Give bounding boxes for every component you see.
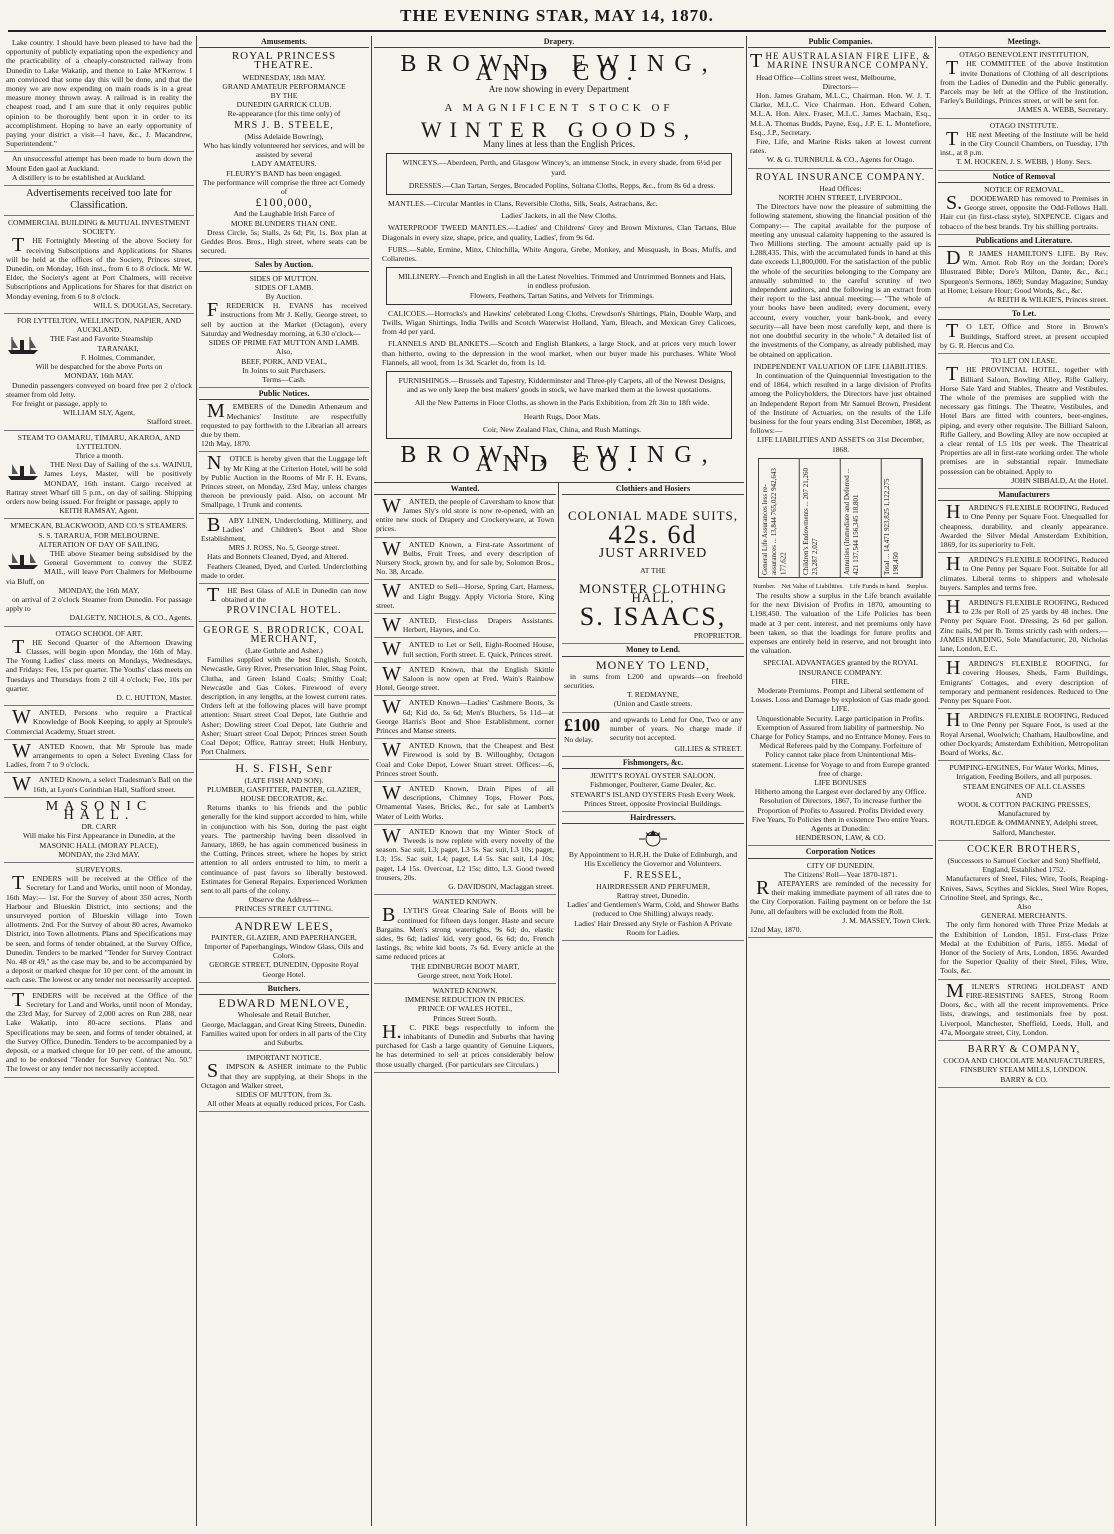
table-row: Annuities (Immediate and Deferred ... 421 137,544 156,345 18,801: [841, 459, 882, 577]
section-header: Fishmongers, &c.: [562, 757, 744, 769]
lower-split: [374, 483, 744, 1073]
ad-isaacs: COLONIAL MADE SUITS, 42s. 6d JUST ARRIVED AT THE MONSTER CLOTHING HALL, S. ISAACS, PROPRIETOR.: [562, 495, 744, 645]
ad-oamaru: STEAM TO OAMARU, TIMARU, AKAROA, AND LYTTELTON. Thrice a month. THE Next Day of Sailing of the s.s. WAINUI, James Leys, Master, will be positively MONDAY, 16th instant. Cargo received at Rattray street Wharf till 5 p.m., on day of sailing. Shipping orders now being issued. For freight or passage, apply to KEITH RAMSAY, Agent.: [4, 431, 194, 520]
ad-wanted: WANTED Known, a select Tradesman's Ball on the 16th, at Lyon's Corinthian Hall, Stafford street.: [4, 773, 194, 797]
ad-harding: HARDING'S FLEXIBLE ROOFING, Reduced to One Penny per Square Foot. Unequalled for cheapness, durability, and cleanly appearance. Awarded the Silver Medal Amsterdam Exhibition, 1869, for its superiority to Felt.: [938, 501, 1110, 553]
notice-luggage: NOTICE is hereby given that the Luggage left by Mr King at the Criterion Hotel, will be sold by Public Auction in the Rooms of Mr F. H. Evans, Princes street, on Monday, 23rd May, unless charges thereon be previously paid. Also, on account Mr Smallpage, 1 Trunk and contents.: [199, 452, 369, 513]
royal-crest-icon: [636, 828, 670, 848]
ad-wanted: WANTED, First-class Drapers Assistants. Herbert, Haynes, and Co.: [374, 614, 556, 638]
ad-commercial: COMMERCIAL BUILDING & MUTUAL INVESTMENT SOCIETY. THE Fortnightly Meeting of the above Society for receiving Subscriptions and Applications for Shares will be held at the offices of the Society, Princes street, Dunedin, on Monday, 16th inst., from 6 to 8 o'clock. Mr W. Elder, the Society's agent at Port Chalmers, will receive Subscriptions and Applications for Shares for that district on Monday evening, from 6 to 8 o'clock. WILL S. DOUGLAS, Secretary.: [4, 216, 194, 314]
table-header: Life Funds in hand.: [849, 582, 901, 590]
ad-publications: DR JAMES HAMILTON'S LIFE. By Rev. Wm. Arnot. Rob Roy on the Jordan; Dore's Illustrated Bible; Dore's Milton, Dante, &c., &c.; Spurgeon's Sermons, 1869; Sunday Magazine; Sunday at Home; Leisure Hour; Good Words, &c., &c. At REITH & WILKIE'S, Princes street.: [938, 247, 1110, 308]
ad-pike: WANTED KNOWN. IMMENSE REDUCTION IN PRICES. PRINCE OF WALES HOTEL, Princes Street South. H.C. PIKE begs respectfully to inform the inhabitants of Dunedin and Suburbs that having purchased for Cash a large quantity of Genuine Liquors, he has determined to sell at prices considerably below those usually charged. (For particulars see Circulars.): [374, 984, 556, 1073]
box-furnishings: FURNISHINGS.—Brussels and Tapestry, Kidderminster and Three-ply Carpets, all of the Newest Designs, and as we only keep the best makers' goods in stock, we have marked them at the lowest quotations. All the New Patterns in Floor Cloths, as shown in the Paris Exhibition, from 2ft 3in to 18ft wide. Hearth Rugs, Door Mats. Coir, New Zealand Flax, China, and Rush Mattings.: [386, 371, 732, 439]
table-header: Surplus.: [906, 582, 929, 590]
section-header: Publications and Literature.: [938, 235, 1110, 247]
column-3: [374, 36, 744, 1526]
ad-benevolent: OTAGO BENEVOLENT INSTITUTION, THE COMMITTEE of the above Institution invite Donations of Clothing of all descriptions from the Ladies of Dunedin and the Public generally. Parcels may be left at the Office of the Institution, Farley's Buildings, Princes street, or will be sent for. JAMES A. WEBB, Secretary.: [938, 48, 1110, 118]
ad-mmeckan: M'MECKAN, BLACKWOOD, AND CO.'S STEAMERS. S. S. TARARUA, FOR MELBOURNE. ALTERATION OF DAY OF SAILING. THE above Steamer being subsidised by the General Government to convey the SUEZ MAIL, will leave Port Chalmers for Melbourne via Bluff, on MONDAY, the 16th MAY, on arrival of 2 o'clock Steamer from Dunedin. For passage apply to DALGETY, NICHOLS, & CO., Agents.: [4, 519, 194, 626]
ad-gillies: £100 No delay. and upwards to Lend for One, Two or any number of years. No charge made if security not accepted. GILLIES & STREET.: [562, 713, 744, 757]
ad-lyttelton: FOR LYTTELTON, WELLINGTON, NAPIER, AND AUCKLAND. THE Fast and Favorite Steamship TARANAKI, F. Holmes, Commander, Will be despatched for the above Ports on MONDAY, 16th MAY. Dunedin passengers conveyed on board free per 2 o'clock steamer from old Jetty. For freight or passage, apply to WILLIAM SLY, Agent, Stafford street.: [4, 314, 194, 430]
ad-milner: MILNER'S STRONG HOLDFAST AND FIRE-RESISTING SAFES, Strong Room Doors, &c., with all the recent improvements. Price lists, drawings, and testimonials free by post. Liverpool, Manchester, Sheffield, Leeds, Hull, and 47a, Moorgate street, City, London.: [938, 980, 1110, 1041]
steamship-icon: [6, 334, 40, 356]
section-header: Clothiers and Hosiers: [562, 483, 744, 495]
ad-australasian: THE AUSTRALASIAN FIRE LIFE, & MARINE INSURANCE COMPANY. Head Office—Collins street west, Melbourne, Directors— Hon. James Graham, M.L.C., Chairman. Hon. W. J. T. Clarke, M.L.C. Vice Chairman. Hon. Edward Cohen, M.L.A. Hon. Alex. Fraser, M.L.C. James Macbain, Esq., M.L.A. Thomas Budds, Payne, Esq., J.P. E. L. Montefiore, Esq., J.P., Secretary. Fire, Life, and Marine Risks taken at lowest current rates. W. & G. TURNBULL & CO., Agents for Otago.: [748, 48, 933, 168]
notice-athenaeum: MEMBERS of the Dunedin Athenæum and Mechanics' Institute are respectfully requested to pay forthwith to the Librarian all arrears due by them. 12th May, 1870.: [199, 400, 369, 452]
ad-simpson: IMPORTANT NOTICE. SIMPSON & ASHER intimate to the Public that they are supplying, at their Shops in the Octagon and Walker street, SIDES OF MUTTON, from 3s. All other Meats at equally reduced prices, For Cash.: [199, 1051, 369, 1112]
ad-wanted: WANTED, the people of Caversham to know that James Sly's old store is now re-opened, with an entire new stock of Drapery and Crockeryware, at Town prices.: [374, 495, 556, 538]
ad-redmayne: MONEY TO LEND, in sums from L200 and upwards—on freehold securities. T. REDMAYNE, (Union and Castle streets.: [562, 657, 744, 713]
letter-end: Lake country. I should have been pleased to have had the opportunity of publicly expatiating upon the expediency and the practicability of a cheaply-constructed railway from Dunedin to Lake Wakatip, and thence to Lake M'Kerrow. I am convinced that some day this will be done, and that the money we are now expending on main roads is in a great measure money thrown away. A railroad is in reality the cheapest road, and I am sure that it only requires public opinion to be thoroughly bent upon it in order to its accomplishment. Hoping to have an early opportunity of paying your district a visit—I have, &c., J. Macandrew, Superintendent.": [4, 36, 194, 152]
ad-brown-ewing: BROWN, EWING, AND CO. Are now showing in every Department A MAGNIFICENT STOCK OF WINTER GOODS, Many lines at less than the English Prices. WINCEYS.—Aberdeen, Perth, and Glasgow Wincey's, an immense Stock, in every shade, from 6½d per yard. DRESSES.—Clan Tartan, Serges, Brocaded Poplins, Sultana Cloths, Repps, &c., from 8s 6d a dress. MANTLES.—Circular Mantles in Clans, Reversible Cloths, Silk, Seals, Astrachans, &c. Ladies' Jackets, in all the New Cloths. WATERPROOF TWEED MANTLES.—Ladies' and Childrens' Grey and Brown Mixtures, Clan Tartans, Blue Diagonals in every size, shape, price, and quality, Ladies', from 9s 6d. FURS.—Sable, Ermine, Minx, Chinchilla, White Angora, Grebe, Monkey, and Musquash, in Boas, Muffs, and Collarettes. MILLINERY.—French and English in all the Latest Novelties. Trimmed and Untrimmed Bonnets and Hats, in endless profusion. Flowers, Feathers, Tartan Satins, and Velvets for Trimmings. CALICOES.—Horrocks's and Hawkins' celebrated Long Cloths, Crewdson's Shirtings, Plain, Double Warp, and Twills, Wigan Shirtings, India Twills and Scotch Waterwist Holland, Yarn, Bleach, and Mexican Grey Calicoes, from 4d per yard. FLANNELS AND BLANKETS.—Scotch and English Blankets, a large Stock, and at prices very much lower than hitherto, owing to the depression in the wool market, when our buyer made his purchases. White Wool Flannels, all wool, from 1s 3d. Scarlet do, from 1s 1d. FURNISHINGS.—Brussels and Tapestry, Kidderminster and Three-ply Carpets, all of the Newest Designs, and as we only keep the best makers' goods in stock, we have marked them at the lowest quotations. All the New Patterns in Floor Cloths, as shown in the Paris Exhibition, from 2ft 3in to 18ft wide. Hearth Rugs, Door Mats. Coir, New Zealand Flax, China, and Rush Mattings. BROWN, EWING, AND CO.: [374, 60, 744, 482]
liabilities-table: [758, 458, 923, 578]
section-header: To Let.: [938, 308, 1110, 320]
box-millinery: MILLINERY.—French and English in all the Latest Novelties. Trimmed and Untrimmed Bonnets and Hats, in endless profusion. Flowers, Feathers, Tartan Satins, and Velvets for Trimmings.: [386, 267, 732, 305]
column-5: [938, 36, 1110, 1526]
ad-masonic: MASONIC HALL. DR. CARR Will make his First Appearance in Dunedin, at the MASONIC HALL (MORAY PLACE), MONDAY, the 23rd MAY.: [4, 798, 194, 863]
news-items: [4, 152, 194, 186]
section-header: Public Notices.: [199, 388, 369, 400]
section-header: Money to Lend.: [562, 644, 744, 656]
column-2: [199, 36, 369, 1526]
section-header: Manufacturers: [938, 489, 1110, 501]
table-header: Net Value of Liabilities.: [781, 582, 844, 590]
ad-ale: THE Best Glass of ALE in Dunedin can now obtained at the PROVINCIAL HOTEL.: [199, 584, 369, 622]
ad-ressel: By Appointment to H.R.H. the Duke of Edinburgh, and His Excellency the Governor and Volunteers. F. RESSEL, HAIRDRESSER AND PERFUMER, Rattray street, Dunedin. Ladies' and Gentlemen's Warm, Cold, and Shower Baths (reduced to One Shilling) always ready. Ladies' Hair Dressed any Style or Fashion A Private Room for Ladies.: [562, 824, 744, 941]
late-header: Advertisements received too late for Classification.: [4, 186, 194, 216]
ad-surveyors: SURVEYORS. TENDERS will be received at the Office of the Secretary for Land and Works, until noon of Monday, 16th May:— 1st. For the Survey of about 350 acres, North Harbour and Blueskin District, into sections; and the unsurveyed portion of Blueskin village into Town allotments. 2nd. For the Survey of about 80 acres, Awamoko District, into Town allotments. Plans and Specifications may be seen, and forms of tender obtained, at the Survey Office, Dunedin. Tenders to be marked "Tender for Survey Contract No. 48 or 49," as the case may be, and to be accompanied by a deposit or marked cheque for 10 per cent. of the amount in each case. The lowest or any tender not necessarily accepted.: [4, 863, 194, 989]
section-header: Hairdressers.: [562, 812, 744, 824]
ad-barry: BARRY & COMPANY, COCOA AND CHOCOLATE MANUFACTURERS, FINSBURY STEAM MILLS, LONDON. BARRY & CO.: [938, 1041, 1110, 1088]
ad-menlove: EDWARD MENLOVE, Wholesale and Retail Butcher, George, Maclaggan, and Great King Streets, Dunedin. Families waited upon for orders in all parts of the City and Suburbs.: [199, 995, 369, 1051]
ad-to-let: TO LET, Office and Store in Brown's Buildings, Stafford street, at present occupied by G. R. Hercus and Co.: [938, 320, 1110, 354]
news-item: An unsuccessful attempt has been made to burn down the Mount Eden gaol at Auckland.: [6, 154, 192, 173]
section-header: Drapery.: [374, 36, 744, 48]
ad-jewitt: JEWITT'S ROYAL OYSTER SALOON. Fishmonger, Poulterer, Game Dealer, &c. STEWART'S ISLAND OYSTERS Fresh Every Week. Princes Street, opposite Provincial Buildings.: [562, 769, 744, 812]
ad-wanted: WANTED to Let or Sell, Eight-Roomed House, full section, Forth street. E. Quick, Princes street.: [374, 638, 556, 662]
ad-harding: HARDING'S FLEXIBLE ROOFING, Reduced to One Penny per Square Foot. Suitable for all climates. Liberal terms to shippers and wholesale buyers. Samples and terms free.: [938, 553, 1110, 596]
ad-theatre: ROYAL PRINCESS THEATRE. WEDNESDAY, 18th MAY. GRAND AMATEUR PERFORMANCE BY THE DUNEDIN GARRICK CLUB. Re-appearance (for this time only) of MRS J. B. STEELE, (Miss Adelaide Bowring), Who has kindly volunteered her services, and will be assisted by several LADY AMATEURS. FLEURY'S BAND has been engaged. The performance will comprise the three act Comedy of £100,000, And the Laughable Irish Farce of MORE BLUNDERS THAN ONE. Dress Circle, 5s; Stalls, 2s 6d; Pit, 1s. Box plan at Geddes Bros. Bros., High street, where seats can be secured.: [199, 48, 369, 259]
news-item: A distillery is to be established at Auckland.: [12, 172, 146, 182]
section-header: Wanted.: [374, 483, 556, 495]
ad-wanted: WANTED Known that my Winter Stock of Tweeds is now replete with every novelty of the season. Sac suit, L3; paget, L3 5s. Sac suit, L3 10s; paget, L3; 15s. Sac suit, L4; paget, L4 5s. Sac suit, L4 10s; paget, L4 15s. Overcoat, L2 15s; ditto, L3. Good tweed trousers, 20s. G. DAVIDSON, Maclaggan street.: [374, 825, 556, 895]
masthead: [8, 0, 1106, 32]
ad-otago-institute: OTAGO INSTITUTE. THE next Meeting of the Institute will be held in the City Council Chambers, on Tuesday, 17th inst., at 8 p.m. T. M. HOCKEN, J. S. WEBB, } Hony. Secs.: [938, 119, 1110, 171]
masthead-title: THE EVENING STAR, MAY 14, 1870.: [400, 6, 714, 25]
section-header: Public Companies.: [748, 36, 933, 48]
ad-fish: H. S. FISH, Senr (LATE FISH AND SON). PLUMBER, GASFITTER, PAINTER, GLAZIER, HOUSE DECORATOR, &c. Returns thanks to his friends and the public generally for the kind support accorded to him, while in conjunction with his Son, during the past eight years. The partnership having been dissolved in January, 1869, he has again commenced business in the Cutting, Princes street, where he hopes by strict attention to all orders entrusted to him, to merit a continuance of past favors so liberally bestowed. Estimates for General Repairs. Experienced Workmen sent to all parts of the colony. Observe the Address— PRINCES STREET CUTTING.: [199, 760, 369, 917]
column-1: [4, 36, 194, 1526]
section-header: Sales by Auction.: [199, 259, 369, 271]
brand-title: BROWN, EWING, AND CO.: [400, 51, 718, 87]
section-header: Corporation Notices: [748, 846, 933, 858]
notice-city-dunedin: CITY OF DUNEDIN. The Citizens' Roll—Year 1870-1871. RATEPAYERS are reminded of the necessity for their making immediate payment of all rates due to the City Corporation. Failing payment on or before the 1st June, all defaulters will be excluded from the Roll. J. M. MASSEY, Town Clerk. 12nd May, 1870.: [748, 859, 933, 939]
ad-lees: ANDREW LEES, PAINTER, GLAZIER, AND PAPERHANGER, Importer of Paperhangings, Window Glass, Oils and Colors. GEORGE STREET, DUNEDIN, Opposite Royal George Hotel.: [199, 918, 369, 983]
ad-blyth: WANTED KNOWN. BLYTH'S Great Clearing Sale of Boots will be continued for fifteen days longer. Haste and secure Bargains. Men's strong watertights, 9s 6d; do, elastic sides, 9s 6d; ladies' kid, very good, 6s 6d; do, French lastings, 8s; white kid boots, 7s 6d. Every article at the same reduced prices at THE EDINBURGH BOOT MART, George street, next York Hotel.: [374, 895, 556, 984]
ad-school-of-art: OTAGO SCHOOL OF ART. THE Second Quarter of the Afternoon Drawing Classes, will begin upon Monday, the 16th of May. The Young Ladies' class meets on Mondays, Wednesdays, and Fridays: Fee, 15s per quarter. The Youths' class meets on Tuesdays and Thursdays from 2 till 4 o'clock; Fee, 10s per quarter. D. C. HUTTON, Master.: [4, 627, 194, 707]
ad-harding: HARDING'S FLEXIBLE ROOFING, Reduced to One Penny per Square Foot, is used at the Royal Arsenal, Woolwich; Chatham, Haulbowline, and other Dockyards; Amsterdam Exhibition, Metropolitan Board of Works, &c.: [938, 709, 1110, 761]
ad-wanted: WANTED, Persons who require a Practical Knowledge of Book Keeping, to apply at Sproule's Commercial Academy, Stuart street.: [4, 706, 194, 740]
section-header: Meetings.: [938, 36, 1110, 48]
ad-tenders: TENDERS will be received at the Office of the Secretary for Land and Works, until noon of Monday, the 23rd May, for Survey of 2,000 acres on Run 288, near Lake Wakatip, into 80-acre sections. Plans and Specifications may be seen, and forms of tender obtained, at the Survey Office, Dunedin. Tenders to be accompanied by a deposit, or a marked cheque for 10 per cent. of the amount, and to be endorsed "Tender for Survey Contract No. 50." The lowest or any tender not necessarily accepted.: [4, 989, 194, 1078]
ad-removal: NOTICE OF REMOVAL. S.DOODEWARD has removed to Premises in George street, opposite the Odd-Fellows Hall. Hair cut (in first-class style), SIXPENCE. Cigars and tobacco of the best brands. Try his shilling portraits.: [938, 183, 1110, 235]
ad-royal-insurance: ROYAL INSURANCE COMPANY. Head Offices: NORTH JOHN STREET, LIVERPOOL. The Directors have now the pleasure of submitting the following statement, showing the financial position of the Company:— The capital available for the purpose of meeting any unusual calamity happening to the assured is Two Millions sterling. The amount actually paid up is L288,435. This, with the accumulated funds in hand at this date exceeds L1,800,000. For the satisfaction of the public the whole of the securities belonging to the Company are annually submitted to the careful scrutiny of two independent auditors, and the following is an extract from their report to the last annual meeting:— "The whole of your books have been audited; every document, every account, every voucher, your bank-book, and every security—all have been most carefully kept, and there is not one doubtful security in the whole." A detailed list of the investments of the Company, as already published, may be obtained on application. INDEPENDENT VALUATION OF LIFE LIABILITIES. In continuation of the Quinquennial Investigation to the end of 1864, which resulted in a large division of Profits among the Policyholders, the Directors have just obtained an Independent Report from Mr Samuel Brown, President of the Institute of Actuaries, on the results of the Life business for the four years ending 31st December, 1868, as follows:— LIFE LIABILITIES AND ASSETS on 31st December, 1868. General Life Assurances less re-assurances ... 13,844 765,022 942,643 177,622 Children's Endowments ... 207 21,260 23,287 2,027 Annuities (Immediate and Deferred ... 421 137,544 156,345 18,801 Total ... 14,471 923,825 1,122,275 198,450 Number. Net Value of Liabilities. Life Funds in hand. Surplus. The results show a surplus in the Life branch available for the next Division of Profits in 1870, amounting to L198,450. The valuation of the Life Policies has been made at 3 per cent. interest, and net premiums only have been taken, so that the loadings for future profits and expenses are entirely held in reserve, and not brought into the valuation. SPECIAL ADVANTAGES granted by the ROYAL INSURANCE COMPANY. FIRE. Moderate Premiums. Prompt and Liberal settlement of Losses. Loss and Damage by explosion of Gas made good. LIFE. Unquestionable Security. Large participation in Profits. Exemption of Assured from liability of partnership. No Charge for Policy Stamps, and no Entrance Money. Fees to Medical Referees paid by the Company. Forfeiture of Policy cannot take place from Unintentional Mis-statement. License for Voyage to and from Europe granted free of charge. LIFE BONUSES Hitherto among the Largest ever declared by any Office. Resolution of Directors, 1867, To increase further the Proportion of Profits to Assured. Profits Divided every Five Years, To Policies then in existence Two entire Years. Agents at Dunedin: HENDERSON, LAW, & CO.: [748, 169, 933, 847]
table-row: Total ... 14,471 923,825 1,122,275 198,450: [881, 459, 922, 577]
ad-routledge: PUMPING-ENGINES, For Water Works, Mines, Irrigation, Feeding Boilers, and all purposes. STEAM ENGINES OF ALL CLASSES AND WOOL & COTTON PACKING PRESSES, Manufactured by ROUTLEDGE & OMMANNEY, Adelphi street, Salford, Manchester.: [938, 761, 1110, 841]
ad-wanted: WANTED Known, that the Cheapest and Best Firewood is sold by B. Willoughby, Octagon Coal and Coke Depot, Lower Stuart street. Offices:—6, Princes street South.: [374, 739, 556, 782]
ad-wanted: WANTED Known, that the English Skittle Saloon is now open at Fred. Wain's Rainbow Hotel, George street.: [374, 663, 556, 697]
table-row: Children's Endowments ... 207 21,260 23,287 2,027: [800, 459, 841, 577]
section-header: Butchers.: [199, 983, 369, 995]
wanted-column: [374, 483, 558, 1073]
newspaper-page: [4, 32, 1110, 1528]
ad-wanted: WANTED Known, Drain Pipes of all descriptions, Chimney Tops, Flower Pots, Ornamental Vases, Bricks, &c., for sale at Lambert's Water of Leith Works.: [374, 782, 556, 825]
ad-harding: HARDING'S FLEXIBLE ROOFING, for covering Houses, Sheds, Farm Buildings, Emigrants' Cottages, and every description of temporary and permanent residences. Reduced to One Penny per Square Foot.: [938, 657, 1110, 709]
table-row: General Life Assurances less re-assurances ... 13,844 765,022 942,643 177,622: [759, 459, 800, 577]
ad-wanted: WANTED Known, that Mr Sproule has made arrangements to open a Select Evening Class for Ladies, from 7 to 9 o'clock.: [4, 740, 194, 774]
table-header: Number.: [752, 582, 776, 590]
section-header: Amusements.: [199, 36, 369, 48]
ad-wanted: WANTED to Sell—Horse, Spring Cart, Harness, and Light Buggy. Apply Victoria Store, King street.: [374, 580, 556, 614]
ad-baby-linen: BABY LINEN, Underclothing, Millinery, and Ladies' and Children's Boot and Shoe Establishment, MRS J. ROSS, No. 5, George street. Hats and Bonnets Cleaned, Dyed, and Altered. Feathers Cleaned, Dyed, and Curled. Underclothing made to order.: [199, 514, 369, 584]
ad-harding: HARDING'S FLEXIBLE ROOFING, Reduced to 23s per Roll of 25 yards by 48 inches. One Penny per Square Foot. Dressing, 2s 6d per gallon. Zinc nails, 9d per lb. Terms strictly cash with orders.—JAMES HARDING, Sole Manufacturer, 20, Nicholas lane, London, E.C.: [938, 596, 1110, 657]
column-4: [748, 36, 933, 1526]
table-headers: [750, 582, 931, 591]
box-winceys: WINCEYS.—Aberdeen, Perth, and Glasgow Wincey's, an immense Stock, in every shade, from 6½d per yard. DRESSES.—Clan Tartan, Serges, Brocaded Poplins, Sultana Cloths, Repps, &c., from 8s 6d a dress.: [386, 153, 732, 195]
clothiers-column: [558, 483, 744, 1073]
steamship-icon: [6, 549, 40, 571]
steamship-icon: [6, 460, 40, 482]
ad-cocker: COCKER BROTHERS, (Successors to Samuel Cocker and Son) Sheffield, England, Established 1752. Manufacturers of Steel, Files, Wire, Tools, Reaping-Knives, Saws, Scythes and Sickles, Steel Wire Ropes, Crinoline Steel, and Springs, &c., Also GENERAL MERCHANTS. The only firm honored with Three Prize Medals at the Exhibition of London, 1851. First-class Prize Medal at the Exhibition of Paris, 1855. Medal of Honor of the Society of Arts, London, 1856. Awarded for the Superior Quality of their Steel, Files, Wire, Tools, &c.: [938, 841, 1110, 980]
ad-wanted: WANTED Known—Ladies' Cashmere Boots, 3s 6d; Kid do, 5s 6d; Men's Bluchers, 5s 11d—at George Harris's Boot and Shoe Establishment, corner Princes and Manse streets.: [374, 696, 556, 739]
ad-auction: SIDES OF MUTTON. SIDES OF LAMB. By Auction. FREDERICK H. EVANS has received instructions from Mr J. Kelly, George street, to sell by auction at the Market (Octagon), every Saturday and Wednesday morning, at 6.30 o'clock— SIDES OF PRIME FAT MUTTON AND LAMB. Also, BEEF, PORK, AND VEAL, In Joints to suit Purchasers. Terms—Cash.: [199, 272, 369, 388]
ad-brodrick: GEORGE S. BRODRICK, COAL MERCHANT, (Late Guthrie and Asher.) Families supplied with the best English, Scotch, Newcastle, Grey River, Preservation Inlet, Shag Point, Clutha, and Green Island Coals; Smithy Coal; Newcastle and Gas Cokes. Firewood of every description, in any lengths, at the lowest current rates. Orders left at the following places will have prompt attention: Stuart street Coal Depot, late Guthrie and Asher; Dowling street Coal Depot, late Guthrie and Asher; Stuart street Coal Depot; Princes street South Coal Depot; Office, Rattray street; Hulk Henbury, Port Chalmers.: [199, 622, 369, 761]
ad-wanted: WANTED Known, a First-rate Assortment of Bulbs, Fruit Trees, and every description of Nursery Stock, grown by, and for sale by, Solomon Bros., No. 38, Arcade.: [374, 538, 556, 581]
section-header: Notice of Removal: [938, 171, 1110, 183]
ad-lease: TO LET ON LEASE. THE PROVINCIAL HOTEL, together with Billiard Saloon, Bowling Alley, Rifle Gallery, Horse Sale Yard and Stables, Theatre and Vestibules. The whole of the premises are supplied with the necessary gas fittings. The Theatre, Vestibules, and Hotel Bars are fitted with counters, beer-engines, piping, and every other requisite. The Billiard Saloon, Rifle Gallery, and Bowling Alley are now occupied at a clear rental of L5 10s per week. The Theatrical Properties are all in first-rate working order. The whole premises are in substantial repair. Immediate possession can be obtained. Apply to JOHN SIBBALD, At the Hotel.: [938, 354, 1110, 489]
